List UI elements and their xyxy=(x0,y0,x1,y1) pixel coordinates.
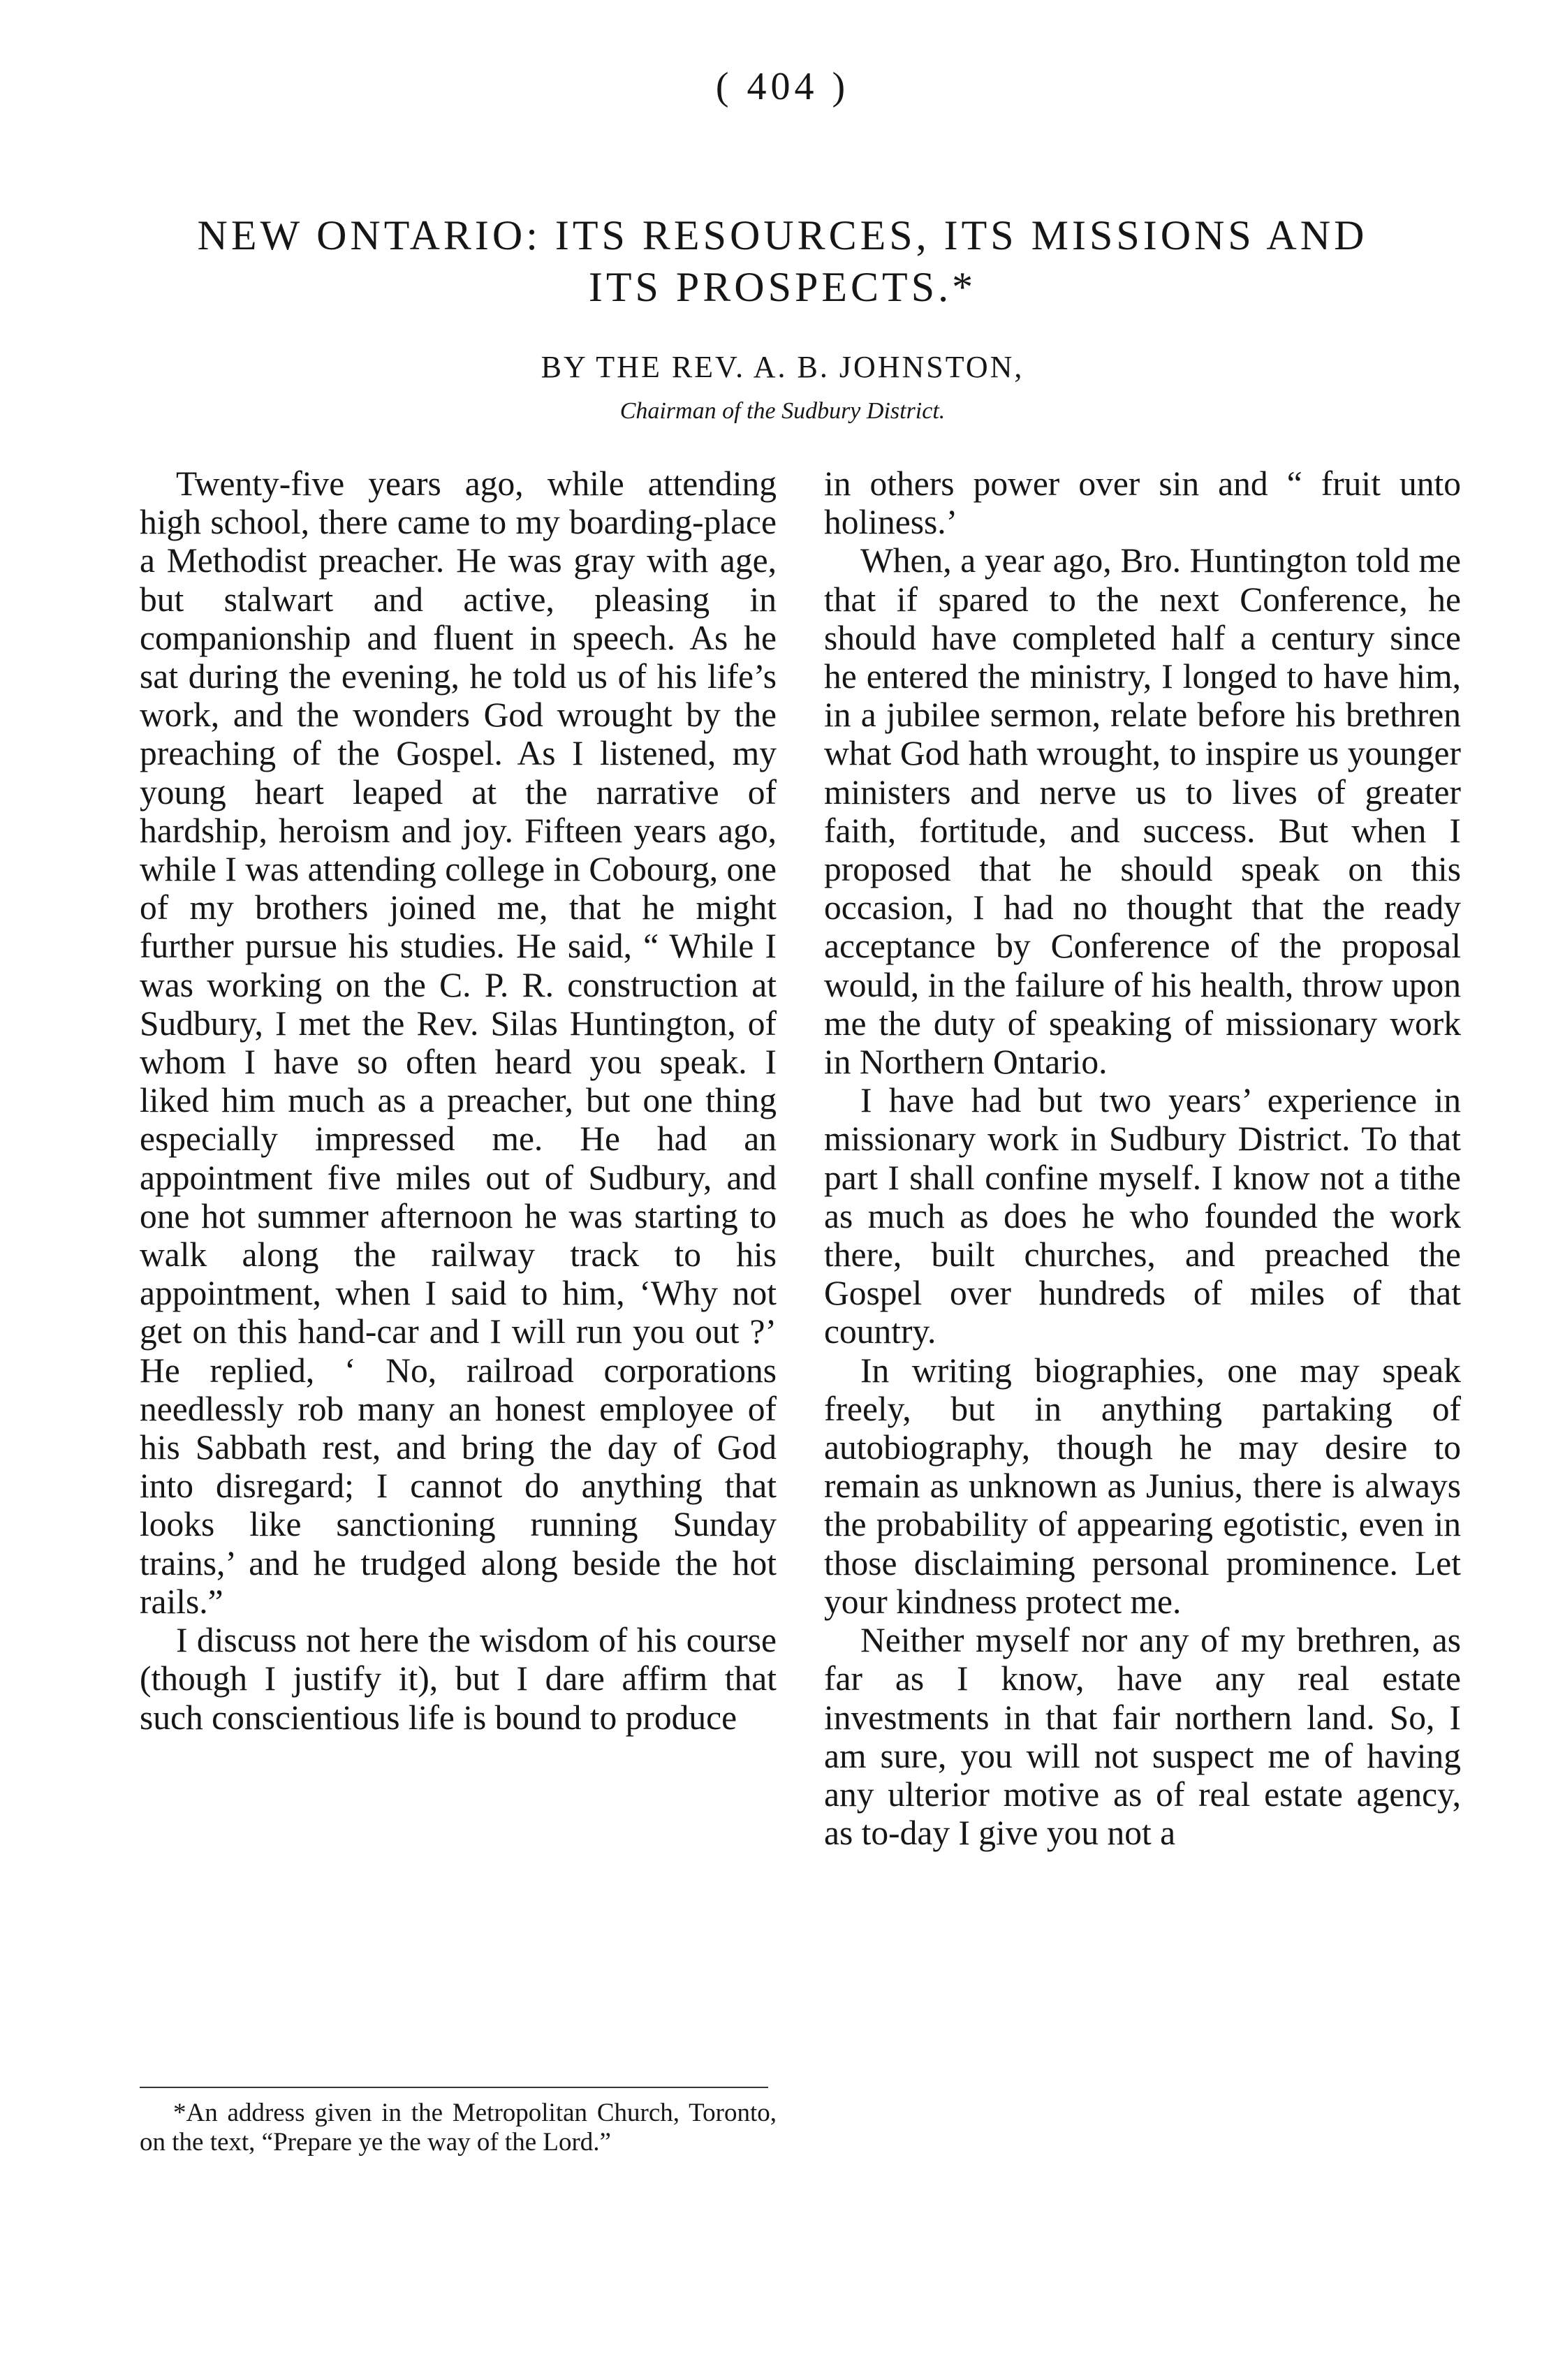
page-number: ( 404 ) xyxy=(715,65,850,108)
paragraph: I discuss not here the wisdom of his course (though I justify it), but I dare affirm that such conscientious life is bound to produce xyxy=(140,1621,777,1737)
footnote: *An address given in the Metropolitan Church, Toronto, on the text, “Prepare ye the way of the Lord.” xyxy=(140,2099,777,2157)
author-affiliation: Chairman of the Sudbury District. xyxy=(619,398,946,424)
paragraph-continuation: in others power over sin and “ fruit unto holiness.’ xyxy=(824,464,1461,542)
paragraph: Twenty-five years ago, while attending high school, there came to my boarding-place a Methodist preacher. He was gray with age, but stalwart and active, pleasing in companionship and fluent in speech. As he sat during the evening, he told us of his life’s work, and the wonders God wrought by the preaching of the Gospel. As I listened, my young heart leaped at the narrative of hardship, heroism and joy. Fifteen years ago, while I was attending college in Cobourg, one of my brothers joined me, that he might further pursue his studies. He said, “ While I was working on the C. P. R. construction at Sudbury, I met the Rev. Silas Huntington, of whom I have so often heard you speak. I liked him much as a preacher, but one thing especially impressed me. He had an appointment five miles out of Sudbury, and one hot summer afternoon he was starting to walk along the railway track to his appointment, when I said to him, ‘Why not get on this hand-car and I will run you out ?’ He replied, ‘ No, railroad corporations needlessly rob many an honest employee of his Sabbath rest, and bring the day of God into disregard; I cannot do anything that looks like sanctioning running Sunday trains,’ and he trudged along beside the hot rails.” xyxy=(140,464,777,1621)
article-title: NEW ONTARIO: ITS RESOURCES, ITS MISSIONS AND ITS PROSPECTS.* xyxy=(197,212,1368,310)
paragraph: In writing biographies, one may speak freely, but in anything partaking of autobiography, though he may desire to remain as unknown as Junius, there is always the probability of appearing egotistic, even in those disclaiming personal prominence. Let your kindness protect me. xyxy=(824,1351,1461,1621)
paragraph: Neither myself nor any of my brethren, as far as I know, have any real estate investments in that fair northern land. So, I am sure, you will not suspect me of having any ulterior motive as of real estate agency, as to-day I give you not a xyxy=(824,1621,1461,1853)
left-column xyxy=(140,464,777,1737)
author-byline: BY THE REV. A. B. JOHNSTON, xyxy=(541,350,1024,384)
right-column xyxy=(824,464,1461,1852)
paragraph: I have had but two years’ experience in missionary work in Sudbury District. To that part I shall confine myself. I know not a tithe as much as does he who founded the work there, built churches, and preached the Gospel over hundreds of miles of that country. xyxy=(824,1081,1461,1351)
paragraph: When, a year ago, Bro. Huntington told me that if spared to the next Conference, he should have completed half a century since he entered the ministry, I longed to have him, in a jubilee sermon, relate before his brethren what God hath wrought, to inspire us younger ministers and nerve us to lives of greater faith, fortitude, and success. But when I proposed that he should speak on this occasion, I had no thought that the ready acceptance by Conference of the proposal would, in the failure of his health, throw upon me the duty of speaking of missionary work in Northern Ontario. xyxy=(824,541,1461,1082)
footnote-divider xyxy=(140,2087,768,2088)
